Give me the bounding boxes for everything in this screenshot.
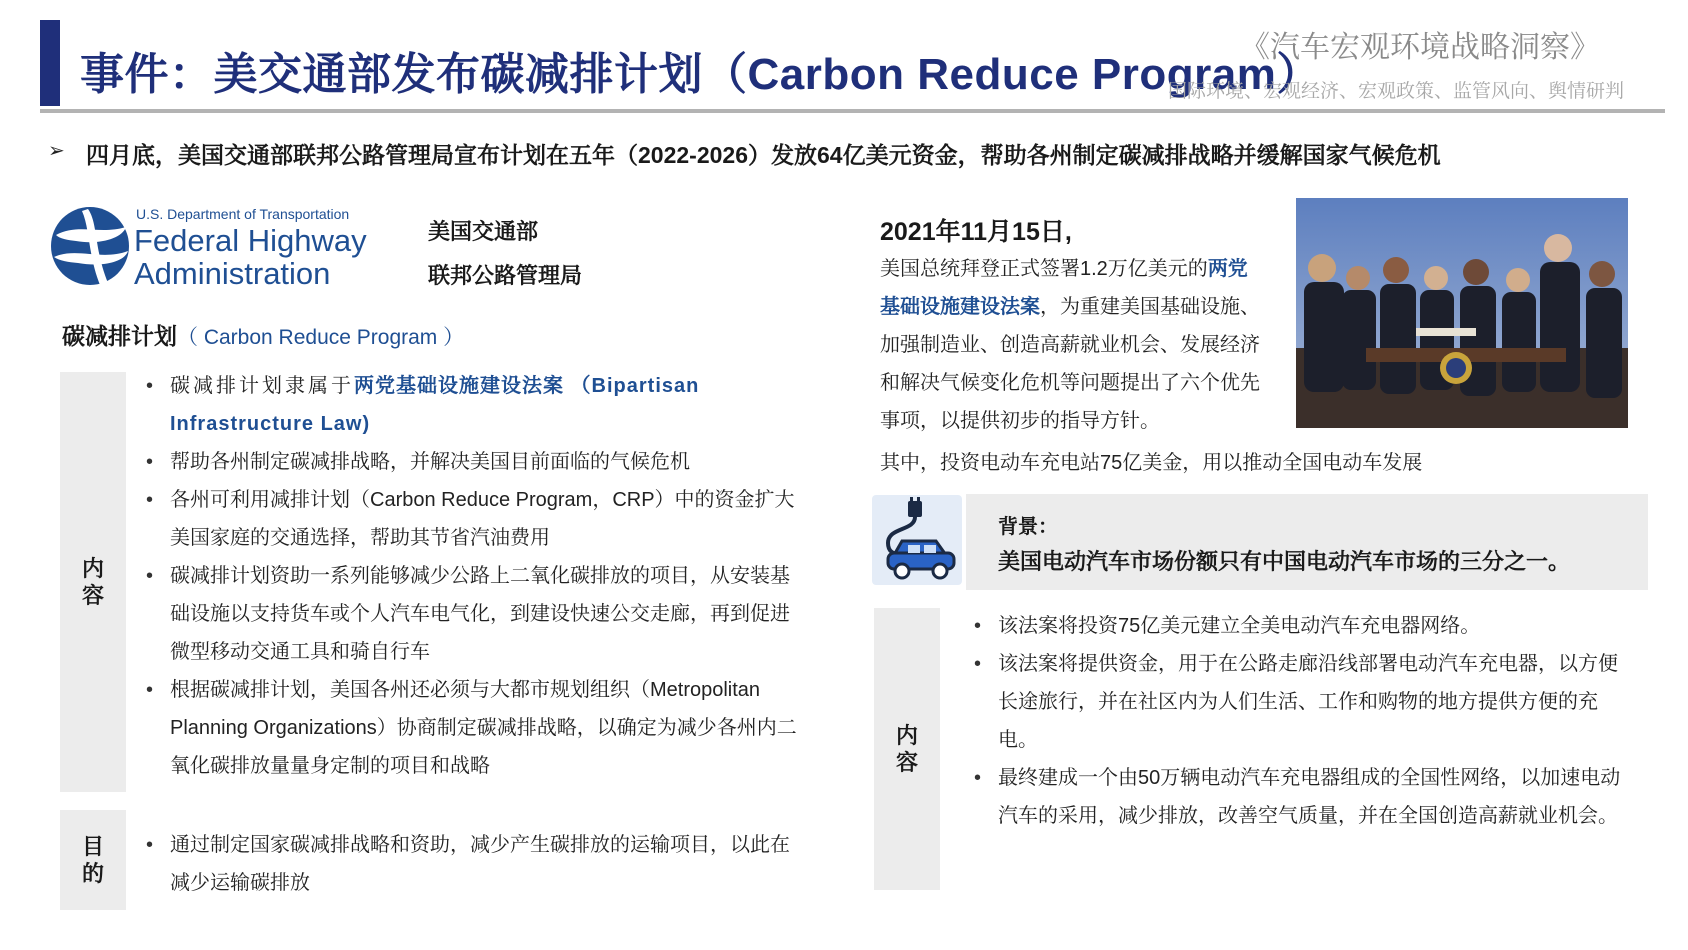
summary-arrow-icon: ➢ <box>48 140 65 162</box>
list-item: • 各州可利用减排计划（Carbon Reduce Program，CRP）中的资金扩大美国家庭的交通选择，帮助其节省汽油费用 <box>146 481 806 557</box>
background-label: 背景： <box>998 516 1058 538</box>
program-heading-cn: 碳减排计划 <box>62 323 177 349</box>
fhwa-name-line-2: Administration <box>134 256 331 291</box>
title-accent-bar <box>40 20 60 106</box>
list-item: • 该法案将投资75亿美元建立全美电动汽车充电器网络。 <box>974 607 1624 645</box>
dept-cn-line-2: 联邦公路管理局 <box>428 263 583 288</box>
right-content-list <box>974 607 1624 835</box>
report-subtitle: 国际环境、宏观经济、宏观政策、监管风向、舆情研判 <box>1168 81 1625 102</box>
list-item: • 碳减排计划隶属于两党基础设施建设法案 （Bipartisan Infrastructure Law) <box>146 367 806 443</box>
left-goal-label: 目的 <box>60 810 126 910</box>
news-date: 2021年11月15日, <box>880 218 1072 246</box>
program-heading-en: （ Carbon Reduce Program ） <box>177 326 465 349</box>
fhwa-department-line: U.S. Department of Transportation <box>136 206 350 222</box>
goal-list <box>146 826 806 902</box>
list-item: • 碳减排计划资助一系列能够减少公路上二氧化碳排放的项目，从安装基础设施以支持货车或个人汽车电气化，到建设快速公交走廊，再到促进微型移动交通工具和骑自行车 <box>146 557 806 671</box>
report-name: 《汽车宏观环境战略洞察》 <box>1240 31 1600 64</box>
header-divider <box>40 109 1665 113</box>
bill-signing-photo <box>1296 198 1628 428</box>
list-item: • 帮助各州制定碳减排战略，并解决美国目前面临的气候危机 <box>146 443 806 481</box>
dept-cn-line-1: 美国交通部 <box>428 219 539 244</box>
fhwa-name-line-1: Federal Highway <box>134 223 367 258</box>
left-content-label: 内容 <box>60 372 126 792</box>
list-item: • 通过制定国家碳减排战略和资助，减少产生碳排放的运输项目，以此在减少运输碳排放 <box>146 826 806 902</box>
list-item: • 根据碳减排计划，美国各州还必须与大都市规划组织（Metropolitan Planning Organizations）协商制定碳减排战略，以确定为减少各州内二氧化碳排放量量身定制的项目和战略 <box>146 671 806 785</box>
page-title: 事件：美交通部发布碳减排计划（Carbon Reduce Program） <box>80 50 1321 99</box>
program-heading <box>62 318 464 351</box>
summary-text: 四月底，美国交通部联邦公路管理局宣布计划在五年（2022-2026）发放64亿美元资金，帮助各州制定碳减排战略并缓解国家气候危机 <box>86 142 1441 168</box>
left-content-list <box>146 367 806 785</box>
right-content-label: 内容 <box>874 608 940 890</box>
background-text: 美国电动汽车市场份额只有中国电动汽车市场的三分之一。 <box>998 549 1571 574</box>
list-item: • 该法案将提供资金，用于在公路走廊沿线部署电动汽车充电器，以方便长途旅行，并在社区内为人们生活、工作和购物的地方提供方便的充电。 <box>974 645 1624 759</box>
list-item: • 最终建成一个由50万辆电动汽车充电器组成的全国性网络，以加速电动汽车的采用，减少排放，改善空气质量，并在全国创造高薪就业机会。 <box>974 759 1624 835</box>
news-body: 美国总统拜登正式签署1.2万亿美元的两党基础设施建设法案，为重建美国基础设施、加强制造业、创造高薪就业机会、发展经济和解决气候变化危机等问题提出了六个优先事项，以提供初步的指导方针。 <box>880 258 1260 432</box>
fhwa-logo-icon <box>48 205 134 287</box>
ev-charging-car-icon <box>872 495 962 585</box>
news-note: 其中，投资电动车充电站75亿美金，用以推动全国电动车发展 <box>880 452 1423 474</box>
